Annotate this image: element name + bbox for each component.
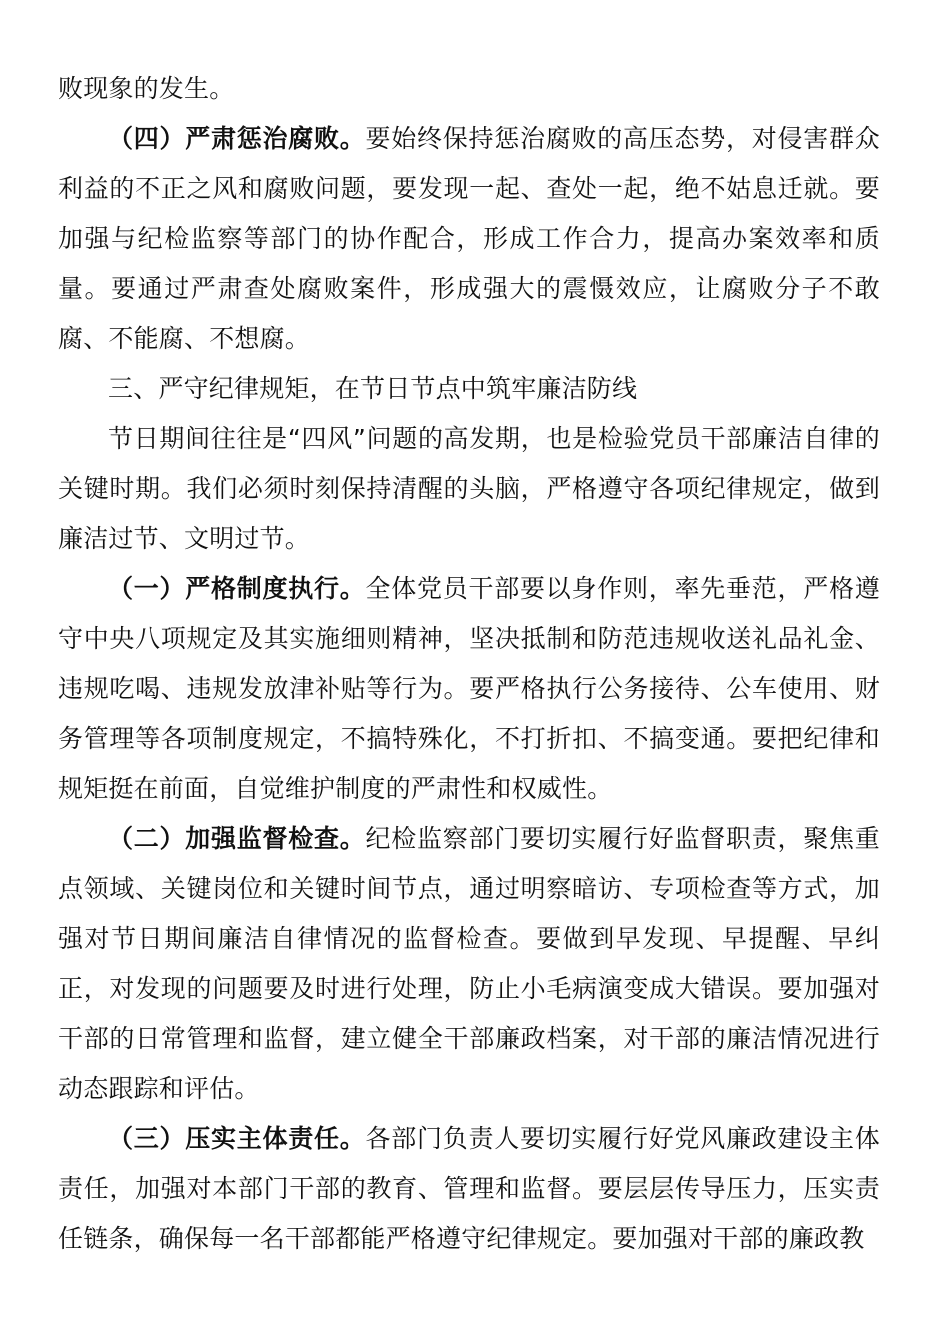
paragraph-lead: （二）加强监督检查。 <box>108 824 366 853</box>
paragraph-item-3 <box>58 1114 880 1264</box>
paragraph-text: 节日期间往往是“四风”问题的高发期，也是检验党员干部廉洁自律的关键时期。我们必须时刻保持清醒的头脑，严格遵守各项纪律规定，做到廉洁过节、文明过节。 <box>58 424 880 553</box>
section-heading-3 <box>58 364 880 414</box>
paragraph-lead: （一）严格制度执行。 <box>108 574 366 603</box>
paragraph-text: 全体党员干部要以身作则，率先垂范，严格遵守中央八项规定及其实施细则精神，坚决抵制和防范违规收送礼品礼金、违规吃喝、违规发放津补贴等行为。要严格执行公务接待、公车使用、财务管理等各项制度规定，不搞特殊化，不打折扣、不搞变通。要把纪律和规矩挺在前面，自觉维护制度的严肃性和权威性。 <box>58 574 880 803</box>
document-body <box>58 64 880 1264</box>
heading-text: 三、严守纪律规矩，在节日节点中筑牢廉洁防线 <box>108 374 638 403</box>
paragraph-text: 要始终保持惩治腐败的高压态势，对侵害群众利益的不正之风和腐败问题，要发现一起、查处一起，绝不姑息迁就。要加强与纪检监察等部门的协作配合，形成工作合力，提高办案效率和质量。要通过严肃查处腐败案件，形成强大的震慑效应，让腐败分子不敢腐、不能腐、不想腐。 <box>58 124 880 353</box>
paragraph-text: 败现象的发生。 <box>58 74 235 103</box>
paragraph-body <box>58 414 880 564</box>
paragraph-continuation <box>58 64 880 114</box>
paragraph-text: 各部门负责人要切实履行好党风廉政建设主体责任，加强对本部门干部的教育、管理和监督。要层层传导压力，压实责任链条，确保每一名干部都能严格遵守纪律规定。要加强对干部的廉政教 <box>58 1124 880 1253</box>
paragraph-item-1 <box>58 564 880 814</box>
paragraph-item-4 <box>58 114 880 364</box>
paragraph-lead: （四）严肃惩治腐败。 <box>108 124 366 153</box>
paragraph-text: 纪检监察部门要切实履行好监督职责，聚焦重点领域、关键岗位和关键时间节点，通过明察暗访、专项检查等方式，加强对节日期间廉洁自律情况的监督检查。要做到早发现、早提醒、早纠正，对发现的问题要及时进行处理，防止小毛病演变成大错误。要加强对干部的日常管理和监督，建立健全干部廉政档案，对干部的廉洁情况进行动态跟踪和评估。 <box>58 824 880 1103</box>
paragraph-lead: （三）压实主体责任。 <box>108 1124 366 1153</box>
paragraph-item-2 <box>58 814 880 1114</box>
